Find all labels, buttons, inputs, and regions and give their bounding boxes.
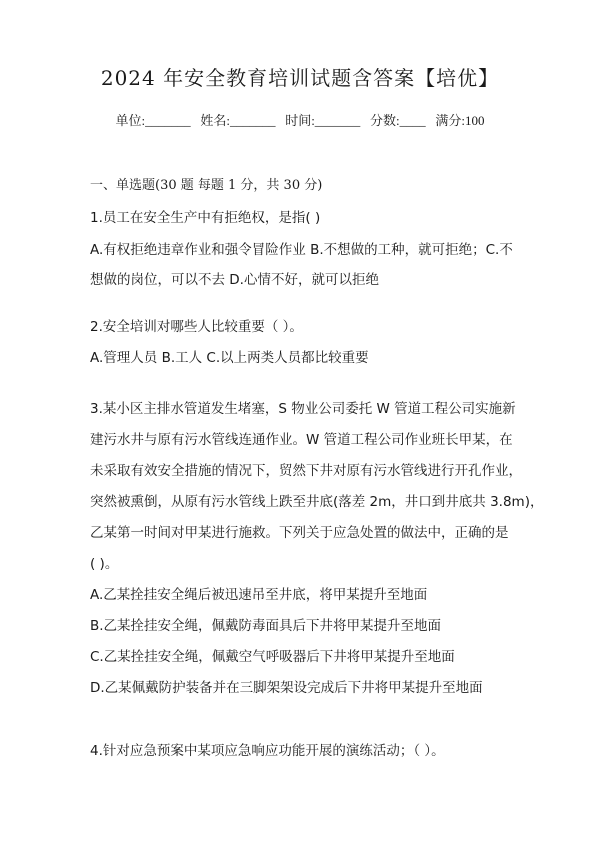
question-1-options-line-1: A.有权拒绝违章作业和强令冒险作业 B.不想做的工种，就可拒绝；C.不: [90, 242, 513, 258]
question-3-option-a: A.乙某拴挂安全绳后被迅速吊至井底，将甲某提升至地面: [90, 587, 428, 603]
question-3-option-c: C.乙某拴挂安全绳，佩戴空气呼吸器后下井将甲某提升至地面: [90, 649, 455, 665]
exam-info-line: 单位:_______ 姓名:_______ 时间:_______ 分数:____ 满分:100: [115, 113, 485, 128]
question-3-option-d: D.乙某佩戴防护装备并在三脚架架设完成后下井将甲某提升至地面: [90, 680, 483, 696]
question-2-stem: 2.安全培训对哪些人比较重要（ ）。: [90, 319, 303, 335]
question-3-stem-line-2: 建污水井与原有污水管线连通作业。W 管道工程公司作业班长甲某，在: [90, 432, 513, 448]
section-heading: 一、单选题(30 题 每题 1 分，共 30 分): [90, 178, 323, 193]
document-title: 2024 年安全教育培训试题含答案【培优】: [100, 66, 500, 90]
question-3-stem-line-5: 乙某第一时间对甲某进行施救。下列关于应急处置的做法中，正确的是: [90, 525, 509, 541]
question-3-stem-line-1: 3.某小区主排水管道发生堵塞，S 物业公司委托 W 管道工程公司实施新: [90, 401, 516, 417]
question-2-options: A.管理人员 B.工人 C.以上两类人员都比较重要: [90, 350, 369, 366]
question-1-stem: 1.员工在安全生产中有拒绝权，是指( ): [90, 210, 321, 226]
question-3-stem-line-4: 突然被熏倒，从原有污水管线上跌至井底(落差 2m，井口到井底共 3.8m)，: [90, 494, 544, 510]
question-1-options-line-2: 想做的岗位，可以不去 D.心情不好，就可以拒绝: [90, 272, 379, 288]
question-3-stem-line-6: ( )。: [90, 556, 119, 572]
question-3-option-b: B.乙某拴挂安全绳，佩戴防毒面具后下井将甲某提升至地面: [90, 618, 442, 634]
question-4-stem: 4.针对应急预案中某项应急响应功能开展的演练活动；（ ）。: [90, 743, 445, 759]
question-3-stem-line-3: 未采取有效安全措施的情况下，贸然下井对原有污水管线进行开孔作业，: [90, 463, 522, 479]
